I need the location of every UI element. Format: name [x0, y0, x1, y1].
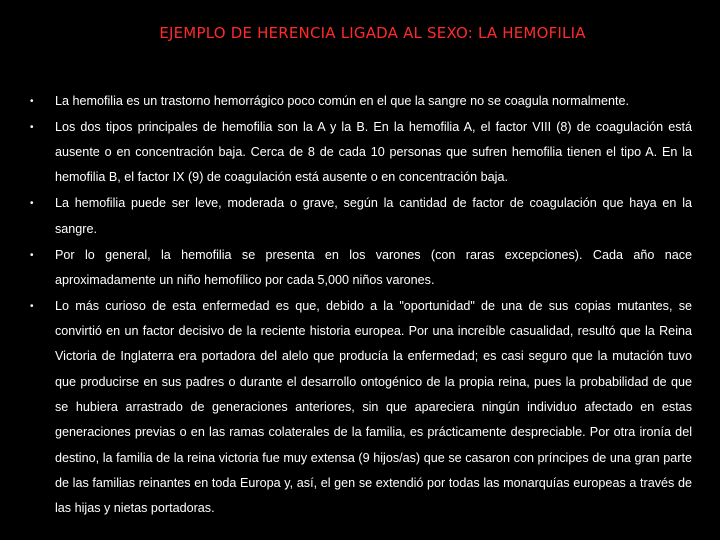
bullet-item [30, 115, 692, 191]
bullet-marker: • [30, 96, 34, 107]
bullet-marker: • [30, 198, 34, 210]
bullet-list [30, 89, 692, 521]
bullet-marker: • [30, 249, 34, 261]
bullet-item [30, 89, 692, 114]
bullet-marker: • [30, 300, 34, 312]
bullet-text: Los dos tipos principales de hemofilia son la A y la B. En la hemofilia A, el factor VIII (8) de coagulación está ausente o en concentración baja. Cerca de 8 de cada 10 personas que sufren hemofilia tienen el tipo A. En la hemofilia B, el factor IX (9) de coagulación está ausente o en concentración baja. [55, 119, 692, 185]
bullet-item [30, 243, 692, 294]
bullet-marker: • [30, 121, 34, 133]
bullet-text: Lo más curioso de esta enfermedad es que, debido a la "oportunidad" de una de sus copias mutantes, se convirtió en un factor decisivo de la reciente historia europea. Por una increíble casualidad, resultó que la Reina Victoria de Inglaterra era portadora del alelo que producía la enfermedad; es casi seguro que la mutación tuvo que producirse en sus padres o durante el desarrollo ontogénico de la propia reina, pues la probabilidad de que se hubiera arrastrado de generaciones anteriores, sin que apareciera ningún individuo afectado en estas generaciones previas o en las ramas colaterales de la familia, es prácticamente despreciable. Por otra ironía del destino, la familia de la reina victoria fue muy extensa (9 hijos/as) que se casaron con príncipes de una gran parte de las familias reinantes en toda Europa y, así, el gen se extendió por todas las monarquías europeas a través de las hijas y nietas portadoras. [55, 298, 692, 516]
bullet-text: La hemofilia puede ser leve, moderada o grave, según la cantidad de factor de coagulación que haya en la sangre. [55, 196, 692, 236]
bullet-text: La hemofilia es un trastorno hemorrágico poco común en el que la sangre no se coagula normalmente. [55, 94, 630, 108]
bullet-item [30, 191, 692, 242]
slide-title: EJEMPLO DE HERENCIA LIGADA AL SEXO: LA HEMOFILIA [159, 24, 586, 42]
bullet-item [30, 294, 692, 522]
bullet-text: Por lo general, la hemofilia se presenta en los varones (con raras excepciones). Cada año nace aproximadamente un niño hemofílico por cada 5,000 niños varones. [55, 247, 692, 287]
